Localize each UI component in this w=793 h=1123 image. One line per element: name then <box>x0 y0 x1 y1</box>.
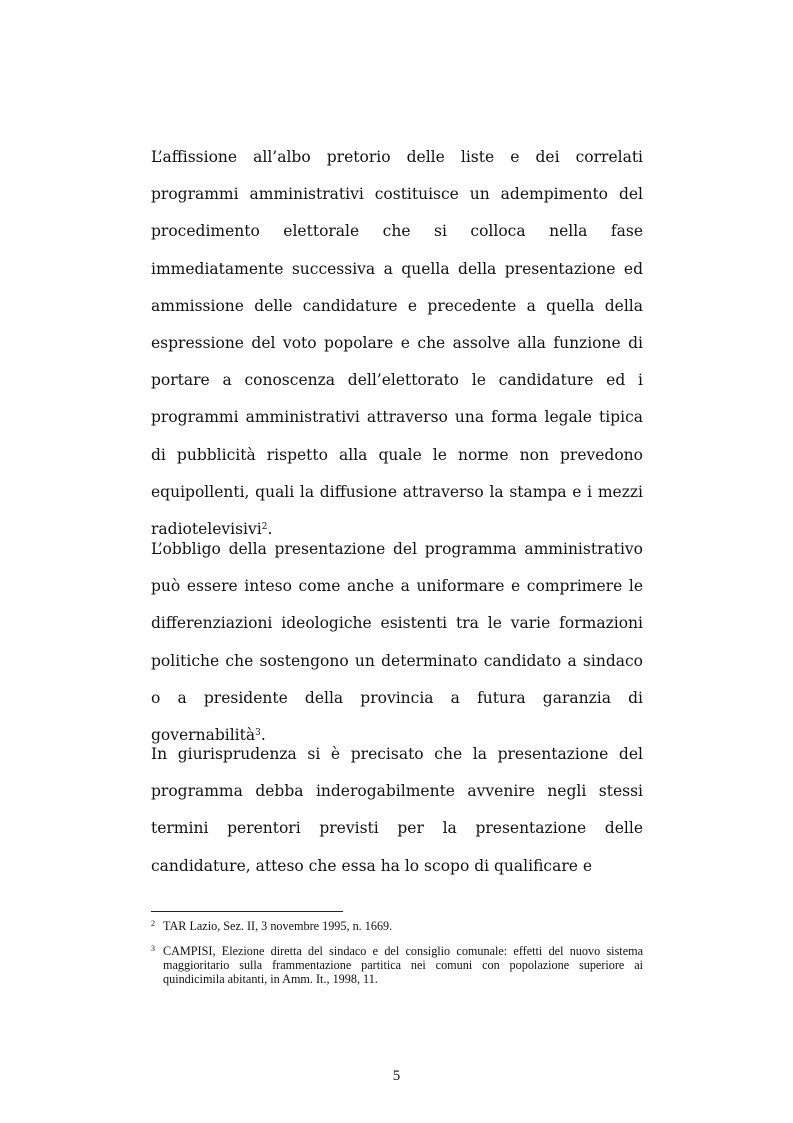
paragraph-text: L’obbligo della presentazione del programma amministrativo può essere inteso come anche a uniformare e comprimere le differenziazioni ideologiche esistenti tra le varie formazioni politiche che sostengono un determinato candidato a sindaco o a presidente della provincia a futura garanzia di governabilità <box>151 540 643 745</box>
paragraph-text: In giurisprudenza si è precisato che la presentazione del programma debba inderogabilmente avvenire negli stessi termini perentori previsti per la presentazione delle candidature, atteso che essa ha lo scopo di qualificare e <box>151 745 643 875</box>
footnote-number: 3 <box>151 944 155 953</box>
footnote-2 <box>151 919 643 933</box>
footnote-reference[interactable]: 2 <box>261 522 268 533</box>
paragraph-obbligo <box>151 531 643 754</box>
footnote-separator <box>151 911 343 912</box>
footnote-text: CAMPISI, Elezione diretta del sindaco e del consiglio comunale: effetti del nuovo sistema maggioritario sulla frammentazione partitica nei comuni con popolazione superiore ai quindicimila abitanti, in Amm. It., 1998, 11. <box>163 944 643 987</box>
page-number: 5 <box>392 1068 401 1084</box>
paragraph-text: L’affissione all’albo pretorio delle liste e dei correlati programmi amministrativi costituisce un adempimento del procedimento elettorale che si colloca nella fase immediatamente successiva a quella della presentazione ed ammissione delle candidature e precedente a quella della espressione del voto popolare e che assolve alla funzione di portare a conoscenza dell’elettorato le candidature ed i programmi amministrativi attraverso una forma legale tipica di pubblicità rispetto alla quale le norme non prevedono equipollenti, quali la diffusione attraverso la stampa e i mezzi radiotelevisivi <box>151 148 643 539</box>
footnote-3 <box>151 944 643 987</box>
paragraph-tail: . <box>260 726 266 745</box>
paragraph-tail: . <box>267 520 273 539</box>
footnote-reference[interactable]: 3 <box>255 728 261 739</box>
paragraph-giurisprudenza <box>151 736 643 885</box>
paragraph-affissione <box>151 139 643 548</box>
footnote-number: 2 <box>151 919 155 928</box>
footnote-text: TAR Lazio, Sez. II, 3 novembre 1995, n. 1669. <box>163 919 393 933</box>
